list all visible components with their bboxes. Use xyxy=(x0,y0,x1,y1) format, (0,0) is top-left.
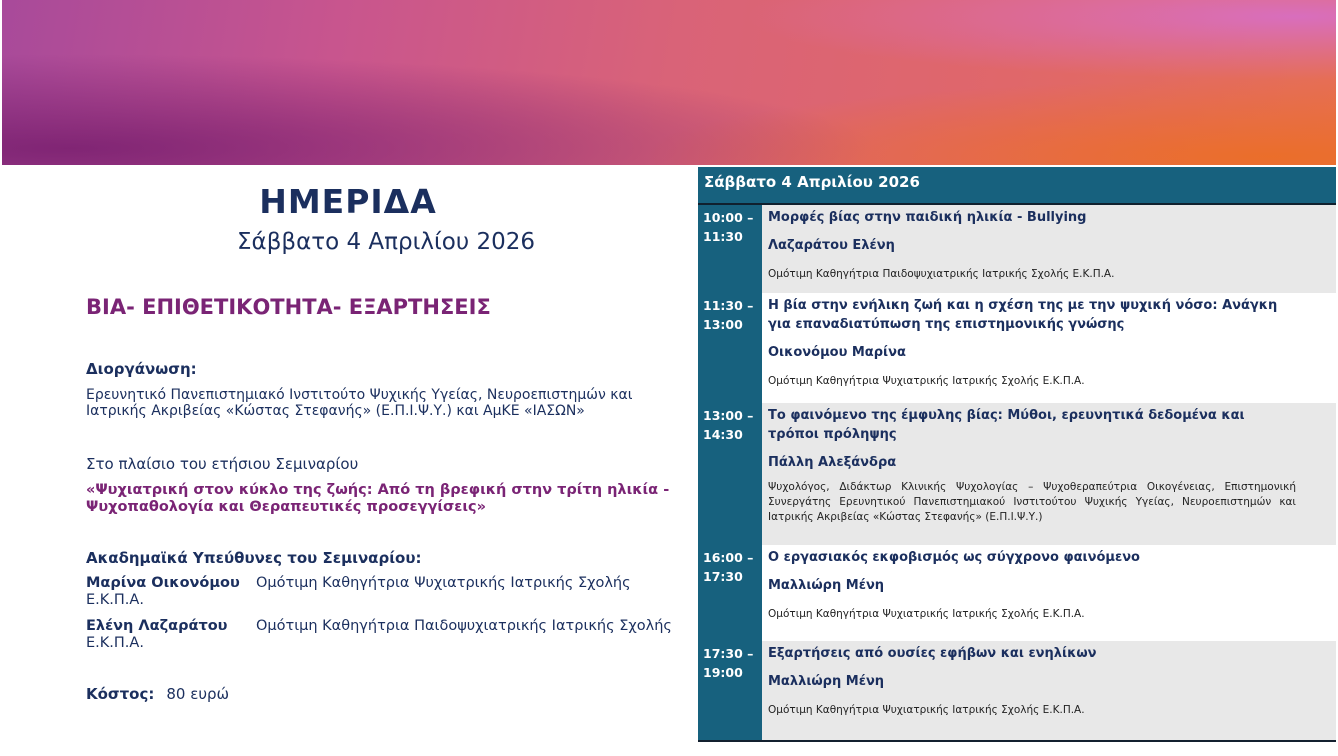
session-time-start: 11:30 – xyxy=(703,298,754,313)
session-speaker: Λαζαράτου Ελένη xyxy=(768,238,895,253)
session-content xyxy=(762,293,1336,403)
session-content xyxy=(762,205,1336,293)
academic-person xyxy=(86,575,696,609)
header-banner xyxy=(2,0,1336,165)
organization-label: Διοργάνωση: xyxy=(86,360,197,378)
session-time xyxy=(698,293,762,403)
session-time-end: 13:00 xyxy=(703,317,743,332)
event-date: Σάββατο 4 Απριλίου 2026 xyxy=(237,229,535,255)
program-session xyxy=(698,205,1336,293)
session-affiliation: Ψυχολόγος, Διδάκτωρ Κλινικής Ψυχολογίας – Ψυχοθεραπεύτρια Οικογένειας, Επιστημονική Συνεργάτης Ερευνητικού Πανεπιστημιακού Ινστιτούτου Ψυχικής Υγείας, Νευροεπιστημών και Ιατρικής Ακριβείας «Κώστας Στεφανής» (Ε.Π.Ι.Ψ.Υ.) xyxy=(768,481,1296,523)
session-affiliation: Ομότιμη Καθηγήτρια Ψυχιατρικής Ιατρικής Σχολής Ε.Κ.Π.Α. xyxy=(768,375,1085,387)
academic-person-role: Ομότιμη Καθηγήτρια Παιδοψυχιατρικής Ιατρικής Σχολής xyxy=(256,618,672,634)
program-header: Σάββατο 4 Απριλίου 2026 xyxy=(698,167,1336,205)
session-time-end: 11:30 xyxy=(703,229,743,244)
program-session xyxy=(698,641,1336,740)
session-time-start: 17:30 – xyxy=(703,646,754,661)
session-time-start: 10:00 – xyxy=(703,210,754,225)
program-session xyxy=(698,403,1336,545)
session-time-end: 14:30 xyxy=(703,427,743,442)
cost-value: 80 ευρώ xyxy=(166,685,230,703)
session-content xyxy=(762,403,1336,545)
session-affiliation: Ομότιμη Καθηγήτρια Ψυχιατρικής Ιατρικής Σχολής Ε.Κ.Π.Α. xyxy=(768,608,1085,620)
event-title: ΗΜΕΡΙΔΑ xyxy=(259,182,437,221)
academic-person-org: Ε.Κ.Π.Α. xyxy=(86,635,144,651)
academic-person-org: Ε.Κ.Π.Α. xyxy=(86,592,144,608)
session-title: Το φαινόμενο της έμφυλης βίας: Μύθοι, ερευνητικά δεδομένα και τρόποι πρόληψης xyxy=(768,408,1245,442)
session-speaker: Πάλλη Αλεξάνδρα xyxy=(768,455,897,470)
session-speaker: Μαλλιώρη Μένη xyxy=(768,578,885,593)
session-speaker: Μαλλιώρη Μένη xyxy=(768,674,885,689)
session-speaker: Οικονόμου Μαρίνα xyxy=(768,345,906,360)
event-topic: ΒΙΑ- ΕΠΙΘΕΤΙΚΟΤΗΤΑ- ΕΞΑΡΤΗΣΕΙΣ xyxy=(86,295,491,319)
session-time-end: 19:00 xyxy=(703,665,743,680)
session-time-start: 13:00 – xyxy=(703,408,754,423)
seminar-name: «Ψυχιατρική στον κύκλο της ζωής: Από τη βρεφική στην τρίτη ηλικία - Ψυχοπαθολογία και Θεραπευτικές προσεγγίσεις» xyxy=(86,482,670,515)
academic-person-name: Μαρίνα Οικονόμου xyxy=(86,575,240,591)
session-time-start: 16:00 – xyxy=(703,550,754,565)
academic-label: Ακαδημαϊκά Υπεύθυνες του Σεμιναρίου: xyxy=(86,549,422,567)
academic-person-role: Ομότιμη Καθηγήτρια Ψυχιατρικής Ιατρικής Σχολής xyxy=(256,575,631,591)
session-content xyxy=(762,641,1336,740)
session-title: Μορφές βίας στην παιδική ηλικία - Bullying xyxy=(768,210,1087,225)
cost-label: Κόστος: xyxy=(86,685,155,703)
organization-text: Ερευνητικό Πανεπιστημιακό Ινστιτούτο Ψυχικής Υγείας, Νευροεπιστημών και Ιατρικής Ακριβείας «Κώστας Στεφανής» (Ε.Π.Ι.Ψ.Υ.) και ΑμΚΕ «ΙΑΣΩΝ» xyxy=(86,387,633,419)
session-title: Ο εργασιακός εκφοβισμός ως σύγχρονο φαινόμενο xyxy=(768,550,1140,565)
session-title: Εξαρτήσεις από ουσίες εφήβων και ενηλίκων xyxy=(768,646,1097,661)
program-session xyxy=(698,545,1336,641)
session-affiliation: Ομότιμη Καθηγήτρια Ψυχιατρικής Ιατρικής Σχολής Ε.Κ.Π.Α. xyxy=(768,704,1085,716)
session-time-end: 17:30 xyxy=(703,569,743,584)
academic-person-name: Ελένη Λαζαράτου xyxy=(86,618,228,634)
session-title: Η βία στην ενήλικη ζωή και η σχέση της με την ψυχική νόσο: Ανάγκη για επαναδιατύπωση της επιστημονικής γνώσης xyxy=(768,298,1278,332)
event-info-panel xyxy=(0,165,696,756)
seminar-intro: Στο πλαίσιο του ετήσιου Σεμιναρίου xyxy=(86,455,359,473)
session-time xyxy=(698,403,762,545)
session-affiliation: Ομότιμη Καθηγήτρια Παιδοψυχιατρικής Ιατρικής Σχολής Ε.Κ.Π.Α. xyxy=(768,268,1115,280)
cost xyxy=(86,685,229,703)
academic-person xyxy=(86,618,696,652)
session-content xyxy=(762,545,1336,641)
program-table xyxy=(698,167,1336,742)
session-time xyxy=(698,641,762,740)
program-session xyxy=(698,293,1336,403)
session-time xyxy=(698,205,762,293)
session-time xyxy=(698,545,762,641)
